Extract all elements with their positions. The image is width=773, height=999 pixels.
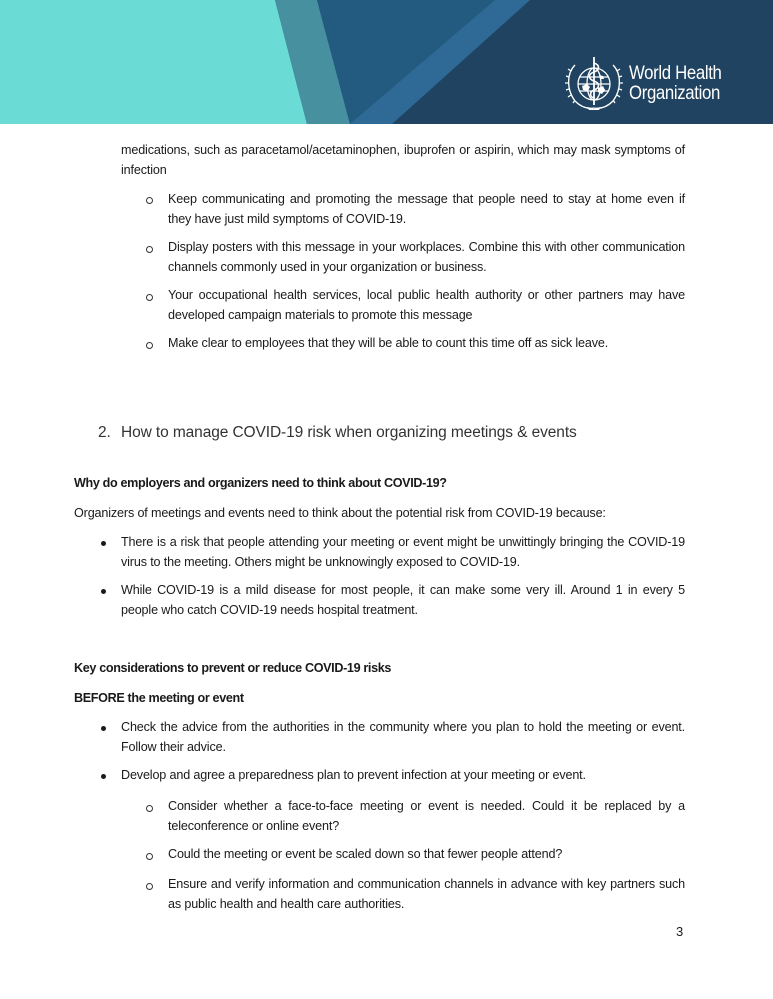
bullet-marker <box>101 774 106 779</box>
sub-bullet-item: Your occupational health services, local public health authority or other partners may have developed campaign materials to promote this message <box>168 288 685 322</box>
section-title: How to manage COVID-19 risk when organizing meetings & events <box>121 424 577 441</box>
sub-bullet-item: Keep communicating and promoting the message that people need to stay at home even if they have just mild symptoms of COVID-19. <box>168 192 685 226</box>
bullet-item: Develop and agree a preparedness plan to prevent infection at your meeting or event. <box>121 768 586 782</box>
bullet-item: Check the advice from the authorities in the community where you plan to hold the meeting or event. Follow their advice. <box>121 720 685 754</box>
sub-bullet-item: Ensure and verify information and communication channels in advance with key partners such as public health and health care authorities. <box>168 877 685 911</box>
header-teal-shape <box>0 0 307 124</box>
sub-bullet-marker <box>146 853 153 860</box>
sub-bullet-item: Could the meeting or event be scaled down so that fewer people attend? <box>168 847 563 861</box>
bullet-marker <box>101 541 106 546</box>
section-number: 2. <box>98 424 111 441</box>
section-heading <box>98 424 577 442</box>
who-wordmark <box>629 63 722 103</box>
bullet-item: While COVID-19 is a mild disease for most people, it can make some very ill. Around 1 in every 5 people who catch COVID-19 needs hospital treatment. <box>121 583 685 617</box>
continuation-paragraph: medications, such as paracetamol/acetaminophen, ibuprofen or aspirin, which may mask symptoms of infection <box>121 143 685 177</box>
before-heading: BEFORE the meeting or event <box>74 691 244 705</box>
page-number: 3 <box>676 924 684 939</box>
why-intro: Organizers of meetings and events need to think about the potential risk from COVID-19 because: <box>74 506 606 520</box>
sub-bullet-marker <box>146 197 153 204</box>
sub-bullet-marker <box>146 294 153 301</box>
sub-bullet-item: Make clear to employees that they will be able to count this time off as sick leave. <box>168 336 609 350</box>
bullet-item: There is a risk that people attending your meeting or event might be unwittingly bringing the COVID-19 virus to the meeting. Others might be unknowingly exposed to COVID-19. <box>121 535 685 569</box>
who-wordmark-line1: World Health <box>629 62 722 84</box>
sub-bullet-item: Consider whether a face-to-face meeting or event is needed. Could it be replaced by a teleconference or online event? <box>168 799 685 833</box>
who-logo <box>563 53 737 113</box>
sub-bullet-marker <box>146 883 153 890</box>
bullet-marker <box>101 726 106 731</box>
sub-bullet-marker <box>146 246 153 253</box>
who-emblem-icon <box>563 53 625 113</box>
key-considerations-heading: Key considerations to prevent or reduce COVID-19 risks <box>74 661 392 675</box>
why-heading: Why do employers and organizers need to think about COVID-19? <box>74 476 447 490</box>
sub-bullet-item: Display posters with this message in your workplaces. Combine this with other communication channels commonly used in your organization or business. <box>168 240 685 274</box>
bullet-marker <box>101 589 106 594</box>
header-banner <box>0 0 773 124</box>
who-wordmark-line2: Organization <box>629 82 720 104</box>
sub-bullet-marker <box>146 342 153 349</box>
sub-bullet-marker <box>146 805 153 812</box>
